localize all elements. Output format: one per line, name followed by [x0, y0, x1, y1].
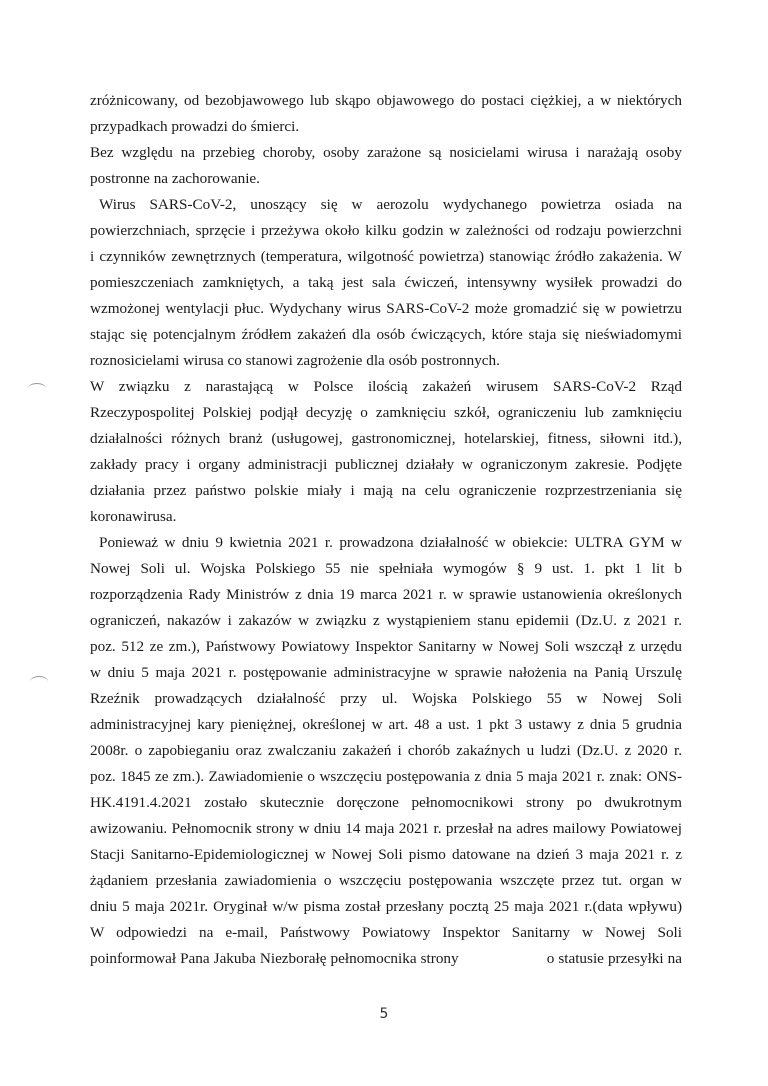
text-line: administracyjnej kary pieniężnej, określonej w art. 48 a ust. 1 pkt 3 ustawy z dnia 5 grudnia — [90, 716, 682, 733]
text-line: Rzeźnik prowadzących działalność przy ul. Wojska Polskiego 55 w Nowej Soli — [90, 690, 682, 707]
text-line: W odpowiedzi na e-mail, Państwowy Powiatowy Inspektor Sanitarny w Nowej Soli — [90, 924, 682, 941]
text-line: dniu 5 maja 2021r. Oryginał w/w pisma został przesłany pocztą 25 maja 2021 r.(data wpływu) — [90, 898, 682, 915]
text-line: rozporządzenia Rady Ministrów z dnia 19 marca 2021 r. w sprawie ustanowienia określonych — [90, 586, 682, 603]
text-line: ograniczeń, nakazów i zakazów w związku z wystąpieniem stanu epidemii (Dz.U. z 2021 r. — [90, 612, 682, 629]
text-line: wzmożonej wentylacji płuc. Wydychany wirus SARS-CoV-2 może gromadzić się w powietrzu — [90, 300, 682, 317]
page-number: 5 — [379, 1006, 389, 1022]
text-line: działalności różnych branż (usługowej, gastronomicznej, hotelarskiej, fitness, siłowni itd.), — [90, 430, 682, 447]
text-line: zakłady pracy i organy administracji publicznej działały w ograniczonym zakresie. Podjęte — [90, 456, 682, 473]
text-line: W związku z narastającą w Polsce ilością zakażeń wirusem SARS-CoV-2 Rząd — [90, 378, 682, 395]
text-line: Ponieważ w dniu 9 kwietnia 2021 r. prowadzona działalność w obiekcie: ULTRA GYM w — [99, 534, 682, 551]
text-line: zróżnicowany, od bezobjawowego lub skąpo objawowego do postaci ciężkiej, a w niektórych — [90, 92, 682, 109]
hole-punch-mark — [30, 676, 48, 687]
text-line: Nowej Soli ul. Wojska Polskiego 55 nie spełniała wymogów § 9 ust. 1. pkt 1 lit b — [90, 560, 682, 577]
text-line: Rzeczypospolitej Polskiej podjął decyzję o zamknięciu szkół, ograniczeniu lub zamknięciu — [90, 404, 682, 421]
text-line: stając się potencjalnym źródłem zakażeń dla osób ćwiczących, które staja się nieświadomymi — [90, 326, 682, 343]
text-line: pomieszczeniach zamkniętych, a taką jest sala ćwiczeń, intensywny wysiłek prowadzi do — [90, 274, 682, 291]
text-line: roznosicielami wirusa co stanowi zagrożenie dla osób postronnych. — [90, 352, 500, 369]
text-line: powierzchniach, sprzęcie i przeżywa około kilku godzin w zależności od rodzaju powierzchni — [90, 222, 682, 239]
text-line: żądaniem przesłania zawiadomienia o wszczęciu postępowania wszczęte przez tut. organ w — [90, 872, 682, 889]
hole-punch-mark — [28, 383, 46, 394]
text-fragment: poinformował Pana Jakuba Niezborałę pełnomocnika strony — [90, 950, 459, 967]
text-line: Bez względu na przebieg choroby, osoby zarażone są nosicielami wirusa i narażają osoby — [90, 144, 682, 161]
text-line: i czynników zewnętrznych (temperatura, wilgotność powietrza) stanowiąc źródło zakażenia. W — [90, 248, 682, 265]
text-line: poz. 512 ze zm.), Państwowy Powiatowy Inspektor Sanitarny w Nowej Soli wszczął z urzędu — [90, 638, 682, 655]
text-line: postronne na zachorowanie. — [90, 170, 260, 187]
text-line: Wirus SARS-CoV-2, unoszący się w aerozolu wydychanego powietrza osiada na — [99, 196, 682, 213]
text-line: w dniu 5 maja 2021 r. postępowanie administracyjne w sprawie nałożenia na Panią Urszulę — [90, 664, 682, 681]
text-line: poz. 1845 ze zm.). Zawiadomienie o wszczęciu postępowania z dnia 5 maja 2021 r. znak: ONS- — [90, 768, 682, 785]
text-line: awizowaniu. Pełnomocnik strony w dniu 14 maja 2021 r. przesłał na adres mailowy Powiatowej — [90, 820, 682, 837]
text-line: 2008r. o zapobieganiu oraz zwalczaniu zakażeń i chorób zakaźnych u ludzi (Dz.U. z 2020 r. — [90, 742, 682, 759]
text-line: przypadkach prowadzi do śmierci. — [90, 118, 300, 135]
text-line: koronawirusa. — [90, 508, 177, 525]
text-line: Stacji Sanitarno-Epidemiologicznej w Nowej Soli pismo datowane na dzień 3 maja 2021 r. z — [90, 846, 682, 863]
text-line-last — [90, 946, 682, 972]
text-line: HK.4191.4.2021 zostało skutecznie doręczone pełnomocnikowi strony po dwukrotnym — [90, 794, 682, 811]
text-fragment: o statusie przesyłki na — [546, 950, 682, 967]
text-line: działania przez państwo polskie miały i mają na celu ograniczenie rozprzestrzeniania się — [90, 482, 682, 499]
document-body — [90, 88, 682, 972]
